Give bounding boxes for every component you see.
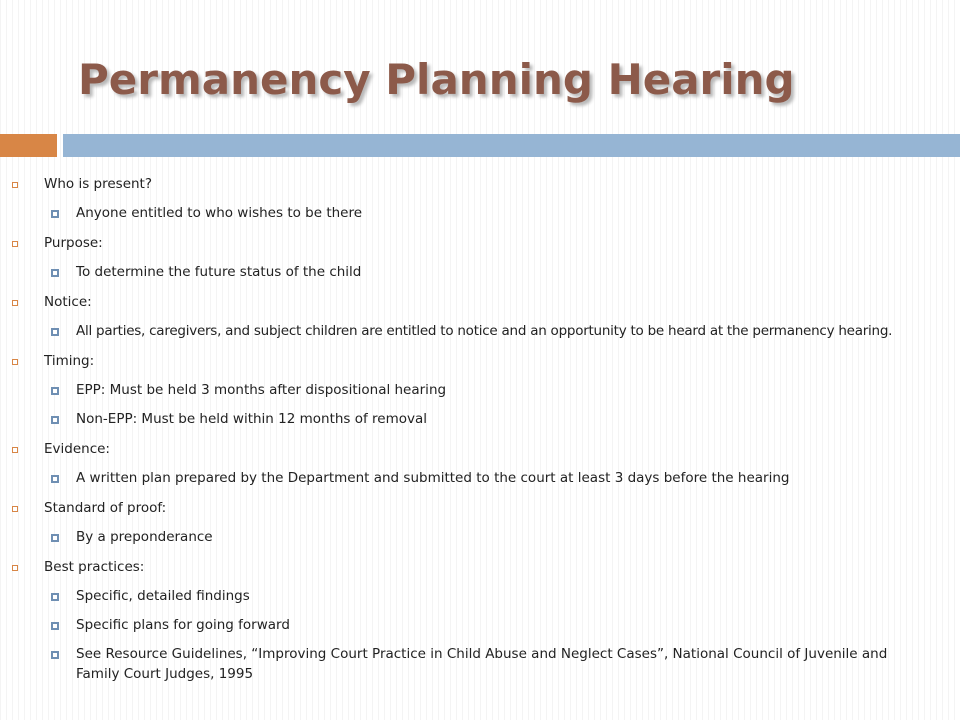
sub-bullet-text: See Resource Guidelines, “Improving Court Practice in Child Abuse and Neglect Cases”, National Council of Juvenile and Family Court Judges, 1995 (76, 646, 888, 682)
sub-bullet-text: Anyone entitled to who wishes to be there (76, 205, 363, 221)
square-bullet-icon (51, 534, 59, 542)
square-bullet-icon (51, 475, 59, 483)
sub-bullet-text: By a preponderance (76, 529, 213, 545)
sub-bullet-text: To determine the future status of the child (76, 264, 362, 280)
sub-bullet-text: All parties, caregivers, and subject children are entitled to notice and an opportunity to be heard at the permanency hearing. (76, 323, 893, 339)
square-bullet-icon (51, 387, 59, 395)
accent-bar-blue (63, 134, 960, 157)
square-bullet-icon (12, 565, 18, 571)
accent-bar-orange (0, 134, 57, 157)
sub-bullet-text: Specific, detailed findings (76, 588, 250, 604)
sub-bullet-text: Specific plans for going forward (76, 617, 290, 633)
square-bullet-icon (51, 269, 59, 277)
bullet-label: Purpose: (44, 235, 103, 251)
slide-title: Permanency Planning Hearing (78, 55, 795, 104)
square-bullet-icon (51, 593, 59, 601)
square-bullet-icon (12, 359, 18, 365)
square-bullet-icon (51, 328, 59, 336)
bullet-label: Evidence: (44, 441, 110, 457)
square-bullet-icon (12, 182, 18, 188)
sub-bullet-text: Non-EPP: Must be held within 12 months of removal (76, 411, 428, 427)
square-bullet-icon (51, 622, 59, 630)
bullet-label: Notice: (44, 294, 92, 310)
square-bullet-icon (12, 447, 18, 453)
sub-bullet-text: A written plan prepared by the Department and submitted to the court at least 3 days before the hearing (76, 470, 790, 486)
bullet-label: Standard of proof: (44, 500, 167, 516)
bullet-label: Timing: (44, 353, 95, 369)
bullet-label: Best practices: (44, 559, 145, 575)
square-bullet-icon (12, 241, 18, 247)
square-bullet-icon (12, 300, 18, 306)
square-bullet-icon (51, 416, 59, 424)
square-bullet-icon (51, 210, 59, 218)
square-bullet-icon (51, 651, 59, 659)
bullet-label: Who is present? (44, 176, 153, 192)
square-bullet-icon (12, 506, 18, 512)
sub-bullet-text: EPP: Must be held 3 months after dispositional hearing (76, 382, 447, 398)
